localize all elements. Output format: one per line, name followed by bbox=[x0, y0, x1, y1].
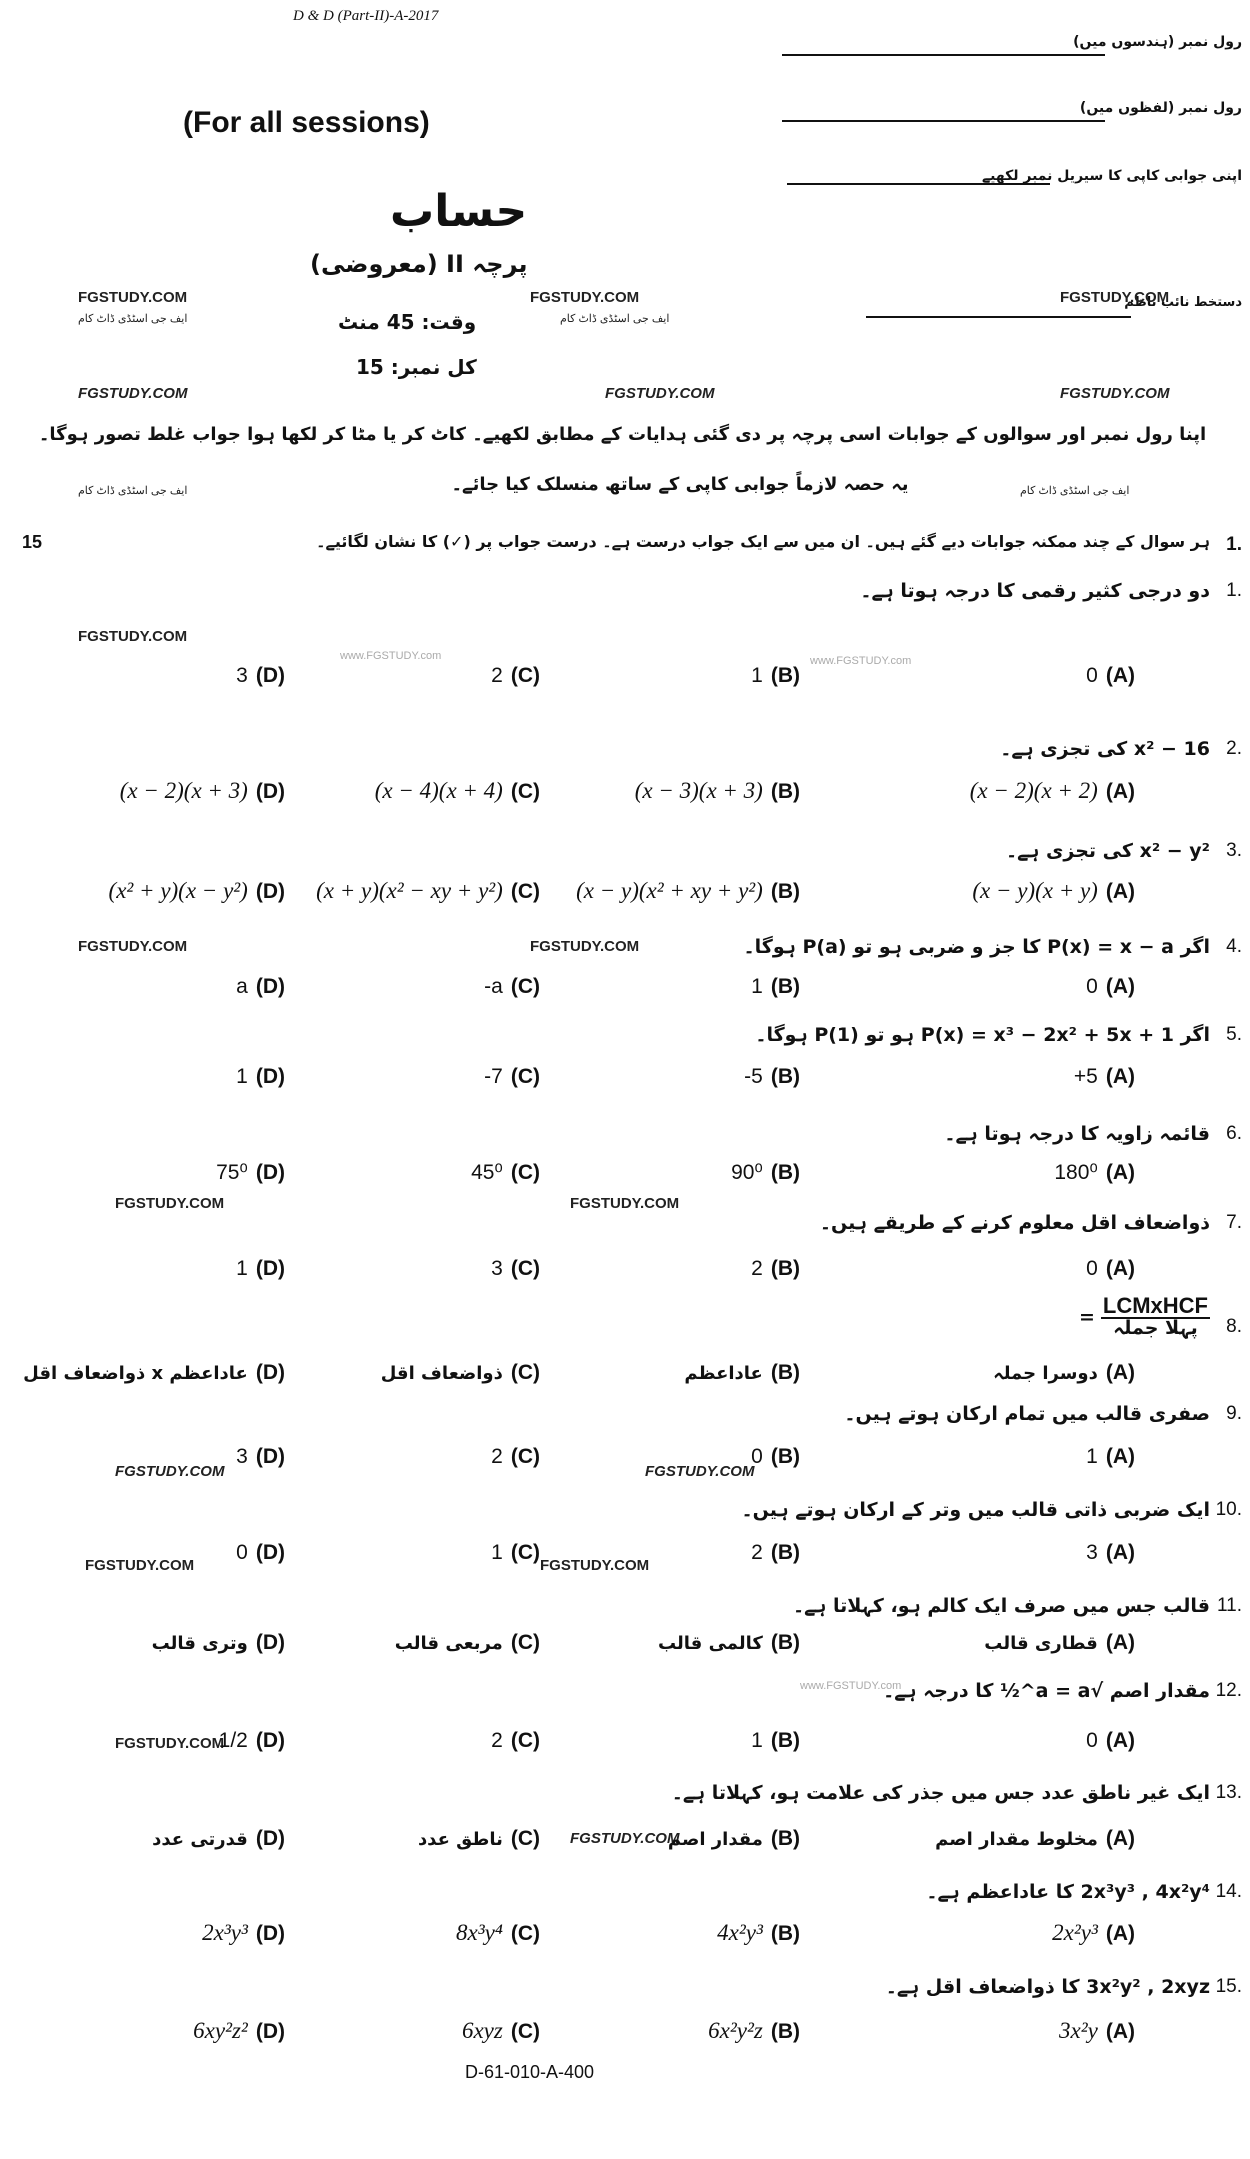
question-stem: ذواضعاف اقل معلوم کرنے کے طریقے ہیں۔ bbox=[819, 1212, 1210, 1234]
option-value: 1 bbox=[751, 1729, 763, 1752]
signature-label: دستخط نائب ناظم bbox=[1124, 295, 1242, 310]
option-c[interactable] bbox=[484, 974, 540, 999]
option-d[interactable] bbox=[23, 1360, 285, 1385]
option-label: (C) bbox=[510, 1161, 540, 1184]
option-c[interactable] bbox=[375, 778, 540, 804]
option-label: (D) bbox=[255, 1631, 285, 1654]
option-label: (A) bbox=[1105, 1631, 1135, 1654]
option-label: (B) bbox=[770, 975, 800, 998]
option-label: (D) bbox=[255, 664, 285, 687]
watermark: ایف جی اسٹڈی ڈاٹ کام bbox=[560, 313, 670, 325]
option-label: (C) bbox=[510, 1445, 540, 1468]
question-stem: اگر P(x) = x − a کا جز و ضربی ہو تو P(a) ہوگا۔ bbox=[743, 936, 1210, 958]
option-a[interactable] bbox=[1086, 663, 1135, 688]
question-stem-fraction bbox=[1079, 1294, 1210, 1339]
option-d[interactable] bbox=[236, 1256, 285, 1281]
option-label: (C) bbox=[510, 1065, 540, 1088]
option-d[interactable] bbox=[236, 1444, 285, 1469]
option-value: 1 bbox=[236, 1257, 248, 1280]
option-value: 3 bbox=[236, 664, 248, 687]
option-value: 2 bbox=[751, 1541, 763, 1564]
option-label: (C) bbox=[510, 1827, 540, 1850]
option-value: 1 bbox=[491, 1541, 503, 1564]
option-b[interactable] bbox=[751, 1540, 800, 1565]
option-c[interactable] bbox=[462, 2018, 540, 2044]
option-value: 0 bbox=[236, 1541, 248, 1564]
question-number: 6. bbox=[1226, 1123, 1242, 1144]
option-b[interactable] bbox=[751, 663, 800, 688]
option-value: (x − y)(x² + xy + y²) bbox=[576, 878, 763, 903]
option-label: (A) bbox=[1105, 1922, 1135, 1945]
option-label: (D) bbox=[255, 1361, 285, 1384]
option-c[interactable] bbox=[491, 663, 540, 688]
watermark: www.FGSTUDY.com bbox=[340, 650, 442, 662]
option-value: 0 bbox=[751, 1445, 763, 1468]
option-d[interactable] bbox=[152, 1826, 285, 1851]
option-value: a bbox=[236, 975, 248, 998]
fraction-numerator: LCMxHCF bbox=[1102, 1293, 1208, 1318]
watermark: FGSTUDY.COM bbox=[78, 289, 188, 306]
option-a[interactable] bbox=[1086, 1256, 1135, 1281]
option-label: (D) bbox=[255, 780, 285, 803]
watermark: FGSTUDY.COM bbox=[85, 1557, 195, 1574]
option-value: (x² + y)(x − y²) bbox=[108, 878, 248, 903]
option-label: (A) bbox=[1105, 2020, 1135, 2043]
option-value: 3 bbox=[236, 1445, 248, 1468]
option-b[interactable] bbox=[751, 1728, 800, 1753]
option-a[interactable] bbox=[1059, 2018, 1135, 2044]
option-a[interactable] bbox=[993, 1360, 1135, 1385]
option-value: 1 bbox=[751, 975, 763, 998]
option-label: (A) bbox=[1105, 1065, 1135, 1088]
option-label: (D) bbox=[255, 2020, 285, 2043]
option-value: مربعی قالب bbox=[394, 1633, 503, 1654]
option-c[interactable] bbox=[381, 1360, 540, 1385]
option-value: 6xy²z² bbox=[193, 2018, 248, 2043]
footer-code: D-61-010-A-400 bbox=[465, 2062, 595, 2082]
option-d[interactable] bbox=[236, 1064, 285, 1089]
option-value: 1 bbox=[751, 664, 763, 687]
option-value: 2x³y³ bbox=[202, 1920, 248, 1945]
option-label: (A) bbox=[1105, 975, 1135, 998]
option-label: (B) bbox=[770, 1827, 800, 1850]
question-number: 5. bbox=[1226, 1024, 1242, 1045]
option-label: (B) bbox=[770, 880, 800, 903]
option-value: 2 bbox=[491, 664, 503, 687]
question-number: 8. bbox=[1226, 1316, 1242, 1337]
option-value: دوسرا جملہ bbox=[993, 1363, 1098, 1384]
option-label: (A) bbox=[1105, 1257, 1135, 1280]
option-value: 3 bbox=[1086, 1541, 1098, 1564]
watermark: FGSTUDY.COM bbox=[570, 1195, 680, 1212]
option-label: (A) bbox=[1105, 1361, 1135, 1384]
option-b[interactable] bbox=[668, 1826, 800, 1851]
option-label: (C) bbox=[510, 1541, 540, 1564]
option-b[interactable] bbox=[731, 1160, 800, 1185]
option-c[interactable] bbox=[491, 1540, 540, 1565]
option-c[interactable] bbox=[491, 1256, 540, 1281]
option-value: (x − 2)(x + 2) bbox=[969, 778, 1098, 803]
option-value: (x − 2)(x + 3) bbox=[119, 778, 248, 803]
question-stem: ایک ضربی ذاتی قالب میں وتر کے ارکان ہوتے ہیں۔ bbox=[741, 1499, 1210, 1521]
option-d[interactable] bbox=[202, 1920, 285, 1946]
watermark: FGSTUDY.COM bbox=[540, 1557, 650, 1574]
option-label: (B) bbox=[770, 1257, 800, 1280]
option-value: (x − 3)(x + 3) bbox=[634, 778, 763, 803]
option-label: (A) bbox=[1105, 1445, 1135, 1468]
option-value: عاداعظم bbox=[684, 1363, 763, 1384]
question-stem: 3x²y² , 2xyz کا ذواضعاف اقل ہے۔ bbox=[885, 1976, 1210, 1998]
paper-label: پرچہ II (معروضی) bbox=[310, 250, 528, 278]
option-value: -a bbox=[484, 975, 503, 998]
question-number: 7. bbox=[1226, 1212, 1242, 1233]
section-marks: 15 bbox=[22, 532, 43, 552]
option-label: (B) bbox=[770, 1065, 800, 1088]
option-label: (D) bbox=[255, 1257, 285, 1280]
option-d[interactable] bbox=[152, 1630, 285, 1655]
option-c[interactable] bbox=[471, 1160, 540, 1185]
watermark: FGSTUDY.COM bbox=[570, 1830, 680, 1847]
option-value: +5 bbox=[1073, 1065, 1098, 1088]
option-b[interactable] bbox=[658, 1630, 800, 1655]
option-label: (C) bbox=[510, 1729, 540, 1752]
option-a[interactable] bbox=[1086, 1540, 1135, 1565]
option-value: 0 bbox=[1086, 1729, 1098, 1752]
watermark: FGSTUDY.COM bbox=[645, 1463, 755, 1480]
option-value: (x + y)(x² − xy + y²) bbox=[316, 878, 503, 903]
option-value: 180⁰ bbox=[1054, 1161, 1098, 1184]
option-label: (B) bbox=[770, 780, 800, 803]
option-label: (C) bbox=[510, 1257, 540, 1280]
roll-words-label: رول نمبر (لفظوں میں) bbox=[1079, 100, 1242, 116]
option-label: (C) bbox=[510, 880, 540, 903]
total-marks-label: کل نمبر: 15 bbox=[356, 355, 477, 379]
option-c[interactable] bbox=[316, 878, 540, 904]
option-value: کالمی قالب bbox=[657, 1633, 763, 1654]
option-a[interactable] bbox=[1086, 974, 1135, 999]
watermark: FGSTUDY.COM bbox=[605, 385, 715, 402]
option-c[interactable] bbox=[395, 1630, 540, 1655]
option-a[interactable] bbox=[984, 1630, 1135, 1655]
option-label: (D) bbox=[255, 1541, 285, 1564]
option-label: (B) bbox=[770, 1729, 800, 1752]
option-label: (B) bbox=[770, 1631, 800, 1654]
option-label: (C) bbox=[510, 664, 540, 687]
option-d[interactable] bbox=[120, 778, 285, 804]
option-label: (C) bbox=[510, 1361, 540, 1384]
option-value: مخلوط مقدار اصم bbox=[935, 1829, 1098, 1850]
question-stem: اگر P(x) = x³ − 2x² + 5x + 1 ہو تو P(1) ہوگا۔ bbox=[755, 1024, 1210, 1046]
subject-title: حساب bbox=[390, 186, 528, 237]
option-a[interactable] bbox=[1086, 1444, 1135, 1469]
option-label: (B) bbox=[770, 2020, 800, 2043]
question-stem: مقدار اصم √a = a^½ کا درجہ ہے۔ bbox=[883, 1680, 1210, 1702]
option-c[interactable] bbox=[491, 1728, 540, 1753]
watermark: ایف جی اسٹڈی ڈاٹ کام bbox=[78, 313, 188, 325]
question-number: 1. bbox=[1226, 580, 1242, 601]
option-label: (C) bbox=[510, 1631, 540, 1654]
option-c[interactable] bbox=[418, 1826, 540, 1851]
question-number: 3. bbox=[1226, 840, 1242, 861]
option-value: -5 bbox=[744, 1065, 763, 1088]
option-value: قطاری قالب bbox=[984, 1633, 1098, 1654]
option-label: (D) bbox=[255, 1827, 285, 1850]
option-value: 0 bbox=[1086, 1257, 1098, 1280]
option-value: 0 bbox=[1086, 664, 1098, 687]
watermark: FGSTUDY.COM bbox=[530, 289, 640, 306]
watermark: FGSTUDY.COM bbox=[78, 628, 188, 645]
option-label: (B) bbox=[770, 1445, 800, 1468]
roll-words-line[interactable] bbox=[782, 120, 1105, 122]
option-d[interactable] bbox=[193, 2018, 285, 2044]
option-value: 2 bbox=[491, 1445, 503, 1468]
option-d[interactable] bbox=[236, 1540, 285, 1565]
instruction-1: اپنا رول نمبر اور سوالوں کے جوابات اسی پرچہ پر دی گئی ہدایات کے مطابق لکھیے۔ کاٹ کر یا مٹا کر لکھا ہوا جواب غلط تصور ہوگا۔ bbox=[38, 424, 1207, 445]
option-value: 75⁰ bbox=[216, 1161, 248, 1184]
option-value: 4x²y³ bbox=[717, 1920, 763, 1945]
option-label: (A) bbox=[1105, 1161, 1135, 1184]
question-number: 4. bbox=[1226, 936, 1242, 957]
option-value: ذواضعاف اقل x عاداعظم bbox=[23, 1363, 248, 1384]
option-b[interactable] bbox=[635, 778, 800, 804]
fraction-denominator: پہلا جملہ bbox=[1113, 1317, 1198, 1340]
equals-sign: = bbox=[1078, 1305, 1095, 1328]
option-d[interactable] bbox=[219, 1728, 285, 1753]
time-label: وقت: 45 منٹ bbox=[338, 310, 477, 334]
watermark: FGSTUDY.COM bbox=[1060, 385, 1170, 402]
watermark: FGSTUDY.COM bbox=[115, 1735, 225, 1752]
option-label: (D) bbox=[255, 1065, 285, 1088]
option-label: (D) bbox=[255, 880, 285, 903]
option-b[interactable] bbox=[751, 1256, 800, 1281]
option-value: 2x²y³ bbox=[1052, 1920, 1098, 1945]
option-label: (B) bbox=[770, 664, 800, 687]
option-b[interactable] bbox=[751, 974, 800, 999]
sessions-label: (For all sessions) bbox=[183, 106, 430, 139]
option-value: مقدار اصم bbox=[667, 1829, 763, 1850]
option-b[interactable] bbox=[744, 1064, 800, 1089]
question-number: 15. bbox=[1215, 1976, 1242, 1997]
option-label: (C) bbox=[510, 2020, 540, 2043]
option-c[interactable] bbox=[491, 1444, 540, 1469]
roll-digits-line[interactable] bbox=[782, 54, 1105, 56]
watermark: FGSTUDY.COM bbox=[78, 385, 188, 402]
option-value: 3x²y bbox=[1059, 2018, 1098, 2043]
option-label: (A) bbox=[1105, 1827, 1135, 1850]
option-a[interactable] bbox=[970, 778, 1135, 804]
option-value: 90⁰ bbox=[731, 1161, 763, 1184]
section-instruction: ہر سوال کے چند ممکنہ جوابات دیے گئے ہیں۔ ان میں سے ایک جواب درست ہے۔ درست جواب پر (✓) کا نشان لگائیے۔ bbox=[316, 532, 1210, 551]
option-value: (x − y)(x + y) bbox=[972, 878, 1098, 903]
option-d[interactable] bbox=[216, 1160, 285, 1185]
watermark: ایف جی اسٹڈی ڈاٹ کام bbox=[78, 485, 188, 497]
option-b[interactable] bbox=[684, 1360, 800, 1385]
question-stem: x² − y² کی تجزی ہے۔ bbox=[1005, 840, 1210, 862]
watermark: FGSTUDY.COM bbox=[115, 1195, 225, 1212]
option-label: (D) bbox=[255, 1922, 285, 1945]
question-number: 12. bbox=[1215, 1680, 1242, 1701]
option-label: (D) bbox=[255, 1161, 285, 1184]
option-b[interactable] bbox=[708, 2018, 800, 2044]
option-label: (C) bbox=[510, 975, 540, 998]
option-a[interactable] bbox=[972, 878, 1135, 904]
option-value: 6xyz bbox=[461, 2018, 503, 2043]
option-label: (A) bbox=[1105, 1541, 1135, 1564]
option-value: ناطق عدد bbox=[417, 1829, 503, 1850]
option-b[interactable] bbox=[576, 878, 800, 904]
option-label: (B) bbox=[770, 1541, 800, 1564]
option-value: قدرتی عدد bbox=[152, 1829, 248, 1850]
option-label: (D) bbox=[255, 975, 285, 998]
section-number: 1. bbox=[1226, 534, 1242, 555]
option-label: (A) bbox=[1105, 880, 1135, 903]
serial-label: اپنی جوابی کاپی کا سیریل نمبر لکھیے bbox=[981, 168, 1242, 184]
question-number: 9. bbox=[1226, 1403, 1242, 1424]
question-stem: دو درجی کثیر رقمی کا درجہ ہوتا ہے۔ bbox=[860, 580, 1210, 602]
watermark: www.FGSTUDY.com bbox=[800, 1680, 902, 1692]
option-d[interactable] bbox=[109, 878, 285, 904]
watermark: ایف جی اسٹڈی ڈاٹ کام bbox=[1020, 485, 1130, 497]
watermark: FGSTUDY.COM bbox=[530, 938, 640, 955]
option-label: (A) bbox=[1105, 780, 1135, 803]
option-value: -7 bbox=[484, 1065, 503, 1088]
option-c[interactable] bbox=[484, 1064, 540, 1089]
question-number: 10. bbox=[1215, 1499, 1242, 1520]
option-label: (B) bbox=[770, 1922, 800, 1945]
option-d[interactable] bbox=[236, 663, 285, 688]
question-stem: ایک غیر ناطق عدد جس میں جذر کی علامت ہو، کہلاتا ہے۔ bbox=[671, 1782, 1210, 1804]
option-label: (C) bbox=[510, 780, 540, 803]
option-value: 1 bbox=[1086, 1445, 1098, 1468]
option-d[interactable] bbox=[236, 974, 285, 999]
option-a[interactable] bbox=[1074, 1064, 1135, 1089]
option-value: 0 bbox=[1086, 975, 1098, 998]
option-b[interactable] bbox=[751, 1444, 800, 1469]
option-label: (B) bbox=[770, 1161, 800, 1184]
option-value: 2 bbox=[751, 1257, 763, 1280]
paper-code: D & D (Part-II)-A-2017 bbox=[293, 8, 439, 24]
option-b[interactable] bbox=[717, 1920, 800, 1946]
watermark: www.FGSTUDY.com bbox=[810, 655, 912, 667]
question-number: 14. bbox=[1215, 1881, 1242, 1902]
option-value: 2 bbox=[491, 1729, 503, 1752]
question-stem: x² − 16 کی تجزی ہے۔ bbox=[1000, 738, 1210, 760]
option-a[interactable] bbox=[1054, 1160, 1135, 1185]
question-stem: صفری قالب میں تمام ارکان ہوتے ہیں۔ bbox=[844, 1403, 1210, 1425]
watermark: FGSTUDY.COM bbox=[78, 938, 188, 955]
question-stem: 2x³y³ , 4x²y⁴ کا عاداعظم ہے۔ bbox=[926, 1881, 1210, 1903]
option-value: (x − 4)(x + 4) bbox=[374, 778, 503, 803]
option-value: 3 bbox=[491, 1257, 503, 1280]
question-number: 13. bbox=[1215, 1782, 1242, 1803]
option-value: 1/2 bbox=[218, 1729, 248, 1752]
fraction bbox=[1101, 1294, 1210, 1339]
option-a[interactable] bbox=[935, 1826, 1135, 1851]
option-value: ذواضعاف اقل bbox=[380, 1363, 503, 1384]
option-a[interactable] bbox=[1052, 1920, 1135, 1946]
option-a[interactable] bbox=[1086, 1728, 1135, 1753]
option-value: 45⁰ bbox=[471, 1161, 503, 1184]
question-number: 2. bbox=[1226, 738, 1242, 759]
instruction-2: یہ حصہ لازماً جوابی کاپی کے ساتھ منسلک کیا جائے۔ bbox=[451, 474, 909, 495]
option-value: وتری قالب bbox=[151, 1633, 248, 1654]
option-value: 1 bbox=[236, 1065, 248, 1088]
watermark: FGSTUDY.COM bbox=[1060, 289, 1170, 306]
option-label: (C) bbox=[510, 1922, 540, 1945]
option-label: (D) bbox=[255, 1445, 285, 1468]
option-label: (A) bbox=[1105, 664, 1135, 687]
question-stem: قائمہ زاویہ کا درجہ ہوتا ہے۔ bbox=[944, 1123, 1210, 1145]
question-stem: قالب جس میں صرف ایک کالم ہو، کہلاتا ہے۔ bbox=[792, 1595, 1210, 1617]
question-number: 11. bbox=[1216, 1595, 1242, 1616]
option-value: 6x²y²z bbox=[708, 2018, 763, 2043]
signature-line[interactable] bbox=[866, 316, 1131, 318]
option-label: (A) bbox=[1105, 1729, 1135, 1752]
roll-digits-label: رول نمبر (ہندسوں میں) bbox=[1073, 34, 1242, 50]
option-label: (B) bbox=[770, 1361, 800, 1384]
option-value: 8x³y⁴ bbox=[456, 1920, 503, 1945]
option-label: (D) bbox=[255, 1729, 285, 1752]
watermark: FGSTUDY.COM bbox=[115, 1463, 225, 1480]
option-c[interactable] bbox=[456, 1920, 540, 1946]
